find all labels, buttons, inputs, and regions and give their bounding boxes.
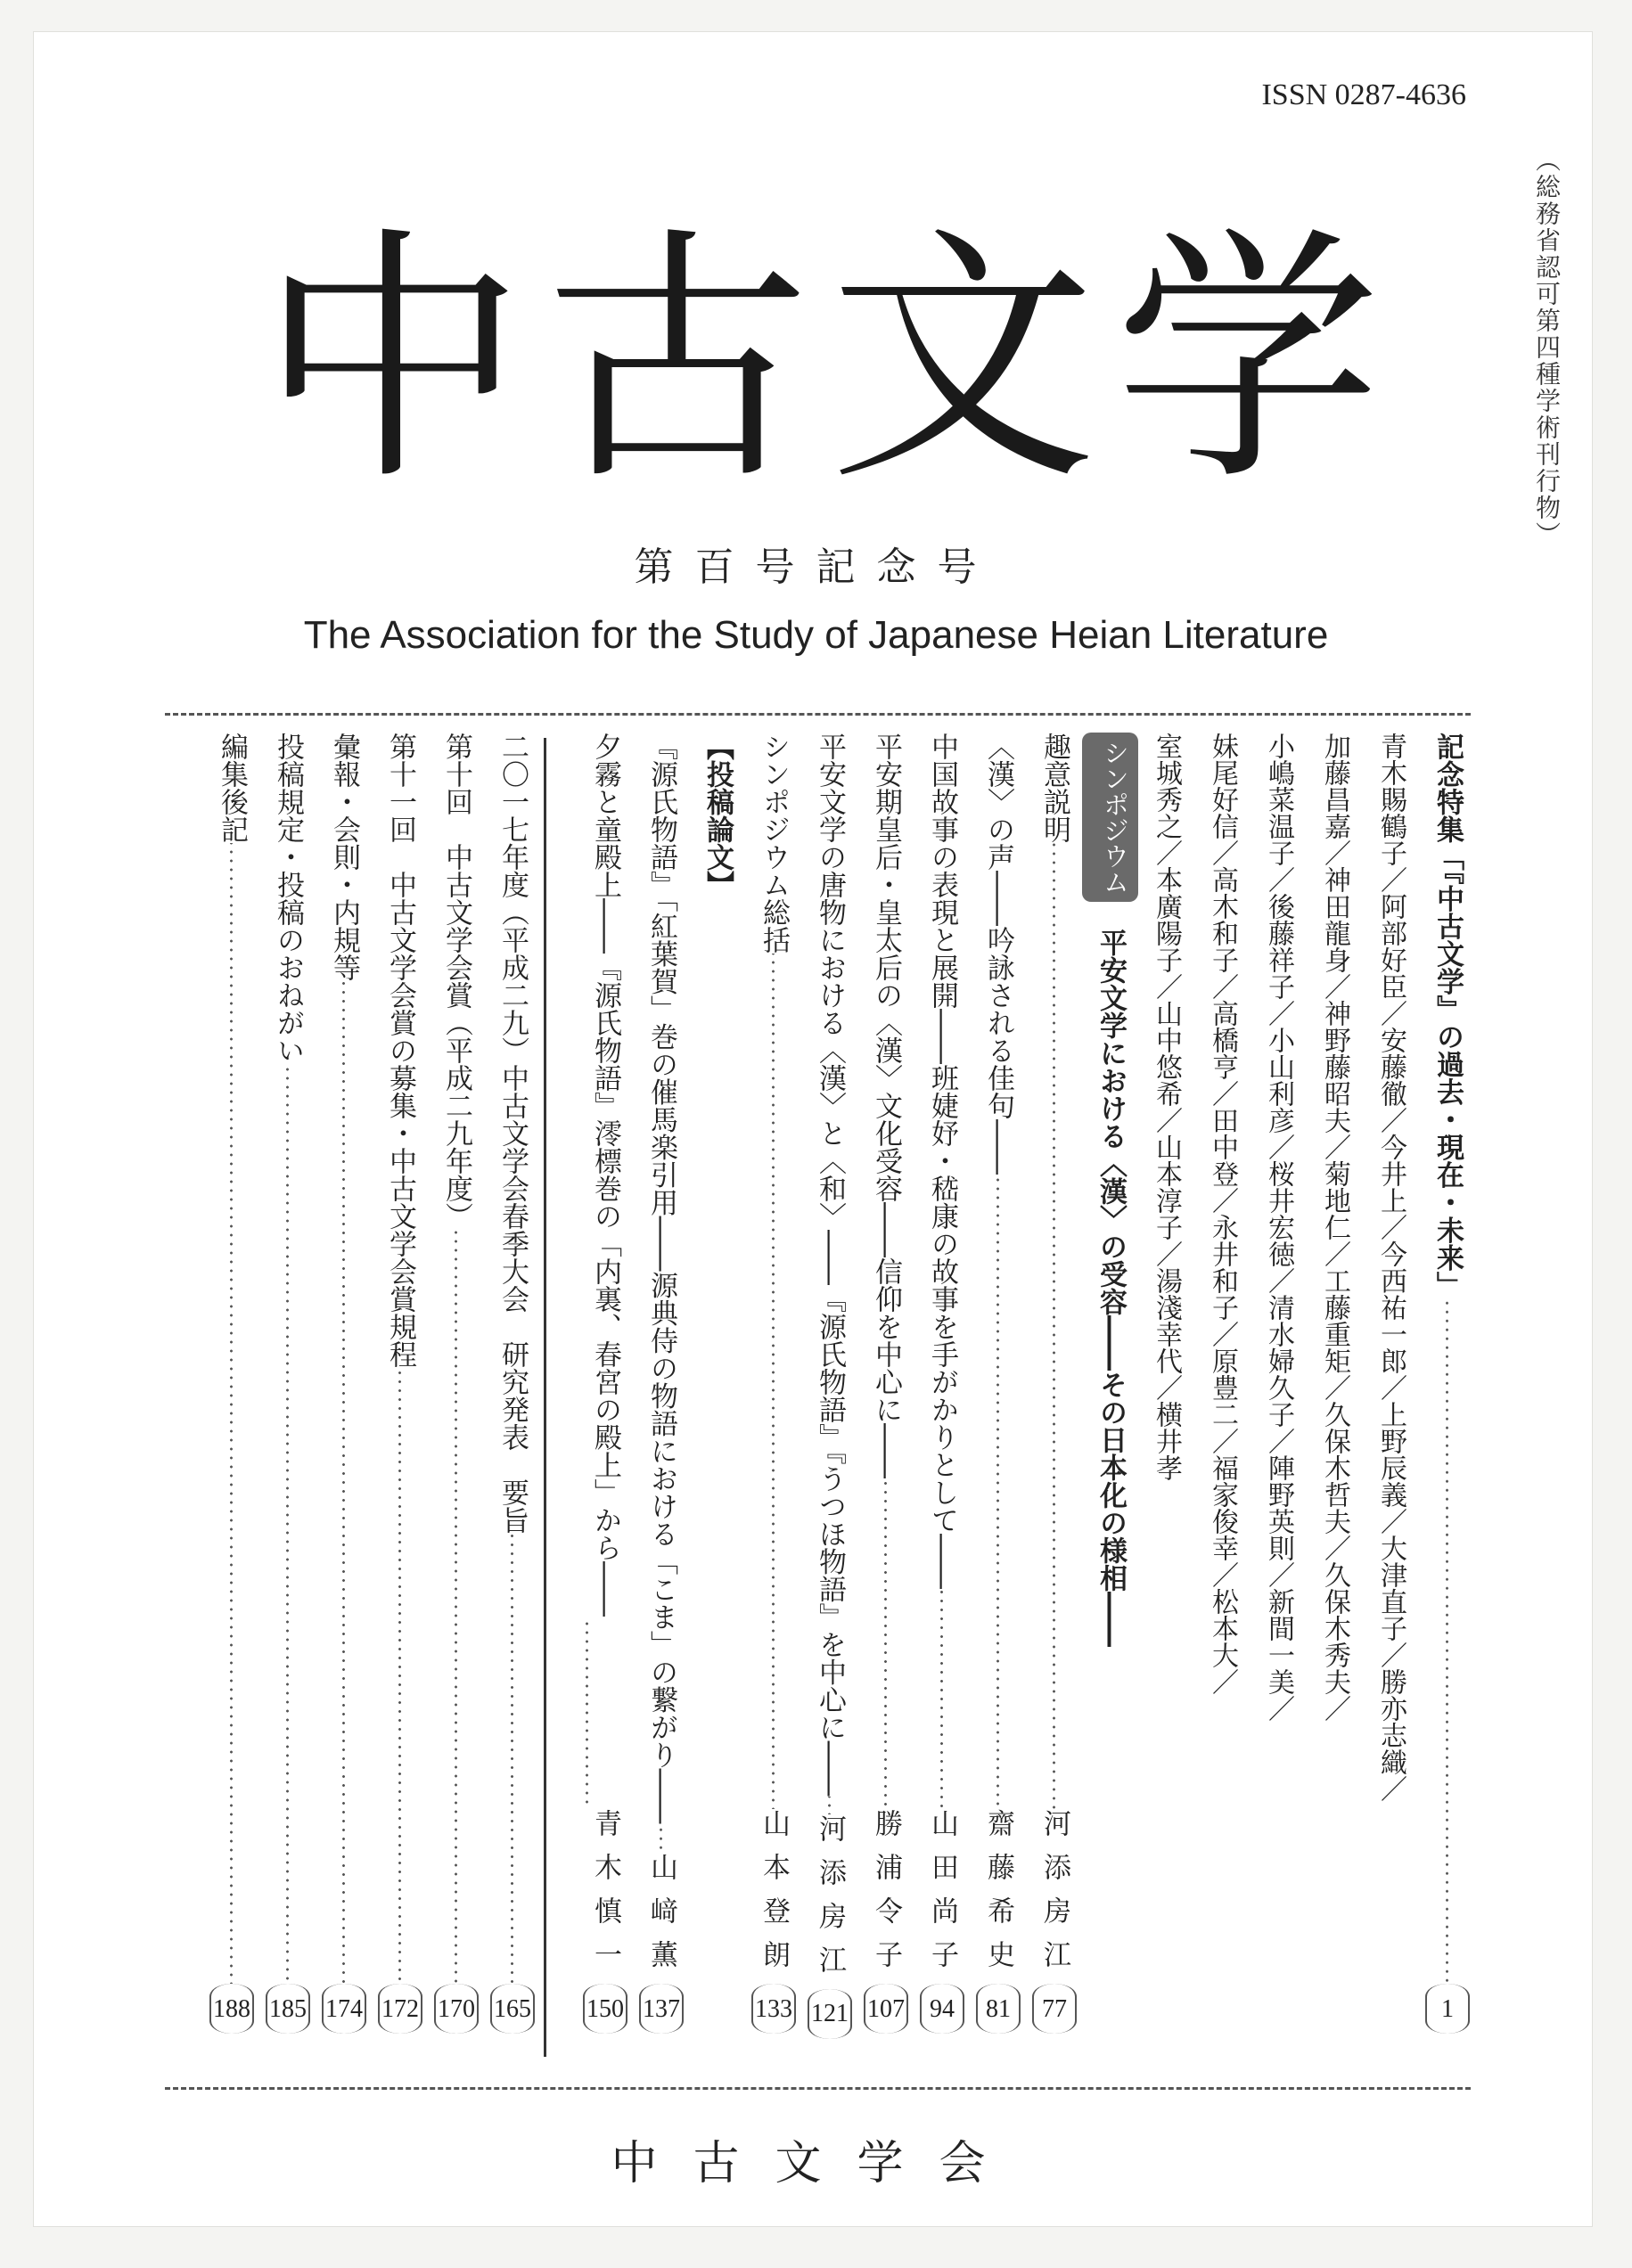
toc-entry: 投稿規定・投稿のおねがい 185	[259, 724, 316, 2034]
name-line: 室城秀之／本廣陽子／山中悠希／山本淳子／湯淺幸代／横井孝	[1151, 733, 1182, 1481]
toc-entry: 平安文学の唐物における〈漢〉と〈和〉――『源氏物語』『うつほ物語』を中心に―― 河添房江 121	[801, 724, 857, 2034]
english-subtitle: The Association for the Study of Japanese Heian Literature	[303, 613, 1329, 657]
leader-dots	[1419, 1299, 1475, 1985]
leader-dots	[259, 1064, 316, 1984]
title-char: 古	[544, 205, 811, 516]
toc-entry: 第十回 中古文学会賞（平成二九年度） 170	[428, 724, 484, 2034]
page-number: 81	[976, 1984, 1021, 2034]
toc-entry: 趣意説明 河添房江 77	[1026, 724, 1082, 2034]
page-number: 170	[434, 1984, 479, 2034]
leader-dots	[633, 1824, 689, 1854]
leader-dots	[801, 1797, 857, 1814]
table-of-contents	[165, 724, 1475, 2060]
approval-note: （総務省認可第四種学術刊行物）	[1532, 147, 1562, 548]
leader-dots	[970, 1175, 1026, 1809]
page-number: 1	[1425, 1984, 1470, 2034]
leader-dots	[203, 843, 259, 1984]
page-number: 188	[209, 1984, 254, 2034]
special-heading: 記念特集「『中古文学』の過去・現在・未来」	[1431, 733, 1464, 1299]
toc-entry: シンポジウム総括 山本登朗 133	[745, 724, 801, 2034]
symposium-tag: シンポジウム	[1082, 733, 1138, 902]
papers-heading: 【投稿論文】	[701, 733, 734, 898]
journal-title	[258, 205, 1382, 516]
name-line: 妹尾好信／高木和子／高橋亨／田中登／永井和子／原豊二／福家俊幸／松本大／	[1207, 733, 1238, 1695]
page-number: 133	[751, 1984, 796, 2034]
top-dashed-rule	[165, 713, 1471, 716]
page-number: 121	[808, 1989, 852, 2039]
page-number: 165	[490, 1984, 535, 2034]
leader-dots	[316, 981, 372, 1984]
toc-entry: 中国故事の表現と展開――班婕妤・嵇康の故事を手がかりとして―― 山田尚子 94	[914, 724, 970, 2034]
bottom-dashed-rule	[165, 2087, 1471, 2090]
leader-dots	[1026, 843, 1082, 1809]
name-line: 小嶋菜温子／後藤祥子／小山利彦／桜井宏徳／清水婦久子／陣野英則／新間一美／	[1263, 733, 1294, 1722]
symposium-title: 平安文学における〈漢〉の受容――その日本化の様相――	[1095, 929, 1127, 1647]
leader-dots	[745, 954, 801, 1809]
toc-entry: 第十一回 中古文学会賞の募集・中古文学会賞規程 172	[372, 724, 428, 2034]
title-char: 文	[829, 205, 1096, 516]
leader-dots	[372, 1368, 428, 1984]
toc-entry: 〈漢〉の声――吟詠される佳句―― 齋藤希史 81	[970, 724, 1026, 2034]
title-char: 学	[1114, 205, 1382, 516]
page-number: 150	[583, 1984, 627, 2034]
symposium-heading	[1082, 724, 1138, 2034]
page-number: 77	[1032, 1984, 1077, 2034]
leader-dots	[428, 1230, 484, 1984]
leader-dots	[484, 1534, 540, 1984]
issn: ISSN 0287-4636	[1261, 78, 1466, 111]
page-number: 107	[864, 1984, 908, 2034]
page-number: 185	[266, 1984, 310, 2034]
page-number: 137	[639, 1984, 684, 2034]
issue-subtitle: 第百号記念号	[634, 544, 998, 590]
leader-dots	[914, 1589, 970, 1809]
page-number: 94	[920, 1984, 964, 2034]
leader-dots	[857, 1478, 914, 1809]
name-line: 青木賜鶴子／阿部好臣／安藤徹／今井上／今西祐一郎／上野辰義／大津直子／勝亦志織／	[1375, 733, 1406, 1802]
title-char: 中	[258, 205, 526, 516]
name-line: 加藤昌嘉／神田龍身／神野藤昭夫／菊地仁／工藤重矩／久保木哲夫／久保木秀夫／	[1319, 733, 1350, 1722]
publisher: 中古文学会	[611, 2137, 1021, 2190]
leader-dots	[540, 1617, 633, 1809]
toc-entry: 彙報・会則・内規等 174	[316, 724, 372, 2034]
toc-entry: 『源氏物語』「紅葉賀」巻の催馬楽引用――源典侍の物語における「こま」の繋がり―― 山﨑薫 137	[633, 724, 689, 2034]
toc-entry: 編集後記 188	[203, 724, 259, 2034]
toc-entry: 平安期皇后・皇太后の〈漢〉文化受容――信仰を中心に―― 勝浦令子 107	[857, 724, 914, 2034]
toc-entry: 二〇一七年度（平成二九）中古文学会春季大会 研究発表 要旨 165	[484, 724, 540, 2034]
toc-entry: 夕霧と童殿上――『源氏物語』澪標巻の「内裏、春宮の殿上」から―― 青木慎一 150	[540, 724, 633, 2034]
toc-entry	[1419, 724, 1475, 2034]
page-number: 174	[322, 1984, 366, 2034]
page-number: 172	[378, 1984, 422, 2034]
